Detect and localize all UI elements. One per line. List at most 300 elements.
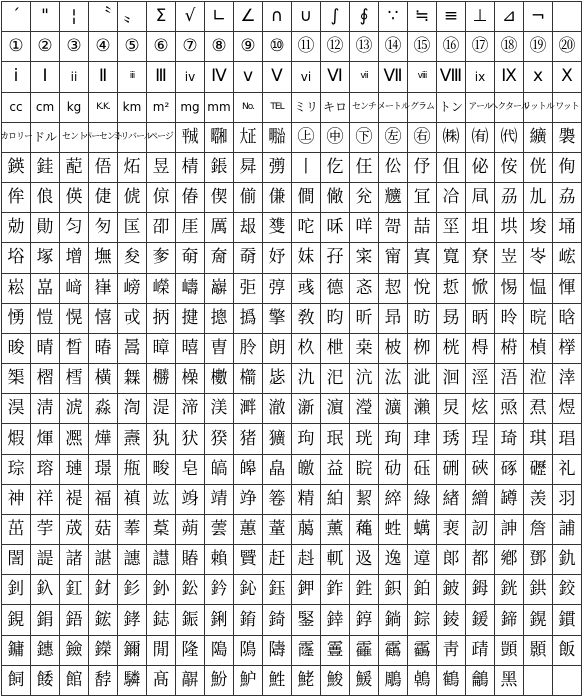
character-cell: 伃 — [408, 153, 437, 183]
character-cell: ix — [466, 62, 495, 92]
character-cell: 涖 — [524, 364, 553, 394]
character-cell: 寬 — [437, 243, 466, 273]
character-cell: iv — [176, 62, 205, 92]
character-cell: 錂 — [437, 605, 466, 635]
character-cell: 黑 — [495, 666, 524, 696]
character-cell: 緖 — [437, 485, 466, 515]
character-cell: kg — [60, 93, 89, 123]
character-cell: vi — [292, 62, 321, 92]
character-cell: ㍼ — [205, 123, 234, 153]
character-cell: Ⅰ — [31, 62, 60, 92]
character-cell: 奝 — [205, 243, 234, 273]
character-cell: セント — [60, 123, 89, 153]
character-cell: 皛 — [263, 455, 292, 485]
character-cell: 嵭 — [118, 274, 147, 304]
character-cell: 劦 — [553, 183, 582, 213]
character-cell: x — [524, 62, 553, 92]
character-cell: 涬 — [553, 364, 582, 394]
character-cell: viii — [408, 62, 437, 92]
character-cell: 昀 — [321, 304, 350, 334]
character-cell: 霳 — [292, 636, 321, 666]
character-cell: 劜 — [524, 183, 553, 213]
character-cell: 匇 — [89, 213, 118, 243]
character-cell: 鏞 — [2, 636, 31, 666]
character-cell: 橫 — [89, 364, 118, 394]
character-cell: 淲 — [60, 394, 89, 424]
character-cell: 繒 — [466, 485, 495, 515]
character-cell: Ⅷ — [437, 62, 466, 92]
character-cell: 鍗 — [495, 605, 524, 635]
character-cell: 鈐 — [205, 575, 234, 605]
character-cell: 琩 — [553, 424, 582, 454]
character-cell: vii — [350, 62, 379, 92]
character-cell: 鈹 — [437, 575, 466, 605]
character-cell: 佖 — [466, 153, 495, 183]
character-cell: 弴 — [263, 274, 292, 304]
character-cell: 橾 — [176, 364, 205, 394]
character-cell: 晳 — [60, 334, 89, 364]
character-cell: 箞 — [263, 485, 292, 515]
character-cell: 濵 — [321, 394, 350, 424]
character-cell: 裵 — [437, 515, 466, 545]
character-cell: 炅 — [437, 394, 466, 424]
character-cell: 硺 — [495, 455, 524, 485]
character-cell: 楨 — [524, 334, 553, 364]
character-cell: 偆 — [176, 183, 205, 213]
character-cell: 鑈 — [118, 636, 147, 666]
character-table — [1, 1, 582, 696]
character-cell: ⑱ — [495, 32, 524, 62]
character-cell: 咜 — [292, 213, 321, 243]
character-cell: ページ — [147, 123, 176, 153]
character-cell: 沆 — [350, 364, 379, 394]
character-cell: 悊 — [437, 274, 466, 304]
character-cell: 鉀 — [292, 575, 321, 605]
character-cell: 忞 — [350, 274, 379, 304]
character-cell: 毖 — [263, 364, 292, 394]
character-cell: 僴 — [292, 183, 321, 213]
character-cell: 鉑 — [408, 575, 437, 605]
character-cell: ㈲ — [466, 123, 495, 153]
character-cell: 諸 — [60, 545, 89, 575]
character-cell: 桒 — [350, 334, 379, 364]
character-cell: 蕓 — [205, 515, 234, 545]
character-cell: 珖 — [350, 424, 379, 454]
character-cell: 荿 — [60, 515, 89, 545]
character-cell: 暿 — [176, 334, 205, 364]
character-cell: 鵰 — [379, 666, 408, 696]
character-cell: 蠇 — [408, 515, 437, 545]
character-cell: 尞 — [466, 243, 495, 273]
character-cell: ㊧ — [379, 123, 408, 153]
character-cell: 瑢 — [31, 455, 60, 485]
character-cell: 靕 — [466, 636, 495, 666]
character-cell: 埇 — [553, 213, 582, 243]
character-cell: 奓 — [147, 243, 176, 273]
character-cell: ∫ — [321, 2, 350, 32]
character-cell: ∠ — [234, 2, 263, 32]
character-cell: 曺 — [205, 334, 234, 364]
character-cell: 錞 — [350, 605, 379, 635]
character-cell: 焏 — [495, 394, 524, 424]
character-cell: Σ — [147, 2, 176, 32]
character-cell: 釗 — [2, 575, 31, 605]
character-cell: 德 — [321, 274, 350, 304]
character-cell: 菇 — [89, 515, 118, 545]
character-cell: 都 — [466, 545, 495, 575]
character-cell: 厓 — [176, 213, 205, 243]
character-cell: 禔 — [60, 485, 89, 515]
character-cell: 諶 — [89, 545, 118, 575]
character-cell: 厲 — [205, 213, 234, 243]
character-cell: 寀 — [350, 243, 379, 273]
character-cell: 榘 — [2, 364, 31, 394]
character-cell: 昮 — [437, 304, 466, 334]
character-cell: 卲 — [147, 213, 176, 243]
character-cell: 纊 — [524, 123, 553, 153]
character-cell: 賰 — [176, 545, 205, 575]
character-cell: 鍰 — [466, 605, 495, 635]
character-cell: 硤 — [466, 455, 495, 485]
character-cell: 琮 — [2, 455, 31, 485]
character-cell: 崧 — [2, 274, 31, 304]
character-cell: ⑨ — [234, 32, 263, 62]
character-cell: 倞 — [147, 183, 176, 213]
character-cell: 蒴 — [176, 515, 205, 545]
character-cell: 諟 — [31, 545, 60, 575]
character-cell: 琦 — [495, 424, 524, 454]
character-cell: iii — [118, 62, 147, 92]
character-cell: 柀 — [379, 334, 408, 364]
character-cell: 祥 — [31, 485, 60, 515]
character-cell: 槢 — [31, 364, 60, 394]
character-cell: 蓜 — [60, 153, 89, 183]
character-cell: 淼 — [89, 394, 118, 424]
character-cell: 鮻 — [321, 666, 350, 696]
character-cell: 坙 — [437, 213, 466, 243]
character-cell: 巐 — [205, 274, 234, 304]
character-cell: 錝 — [408, 605, 437, 635]
character-cell: 咊 — [321, 213, 350, 243]
character-cell: 蕫 — [263, 515, 292, 545]
character-cell: 叝 — [234, 213, 263, 243]
character-cell: 驎 — [118, 666, 147, 696]
character-cell: 鎤 — [524, 605, 553, 635]
character-cell: 顗 — [495, 636, 524, 666]
character-cell: 釚 — [553, 545, 582, 575]
character-cell: 靃 — [350, 636, 379, 666]
character-cell: ③ — [60, 32, 89, 62]
character-cell: 勛 — [31, 213, 60, 243]
character-cell: 鋻 — [292, 605, 321, 635]
character-cell: 哿 — [379, 213, 408, 243]
character-cell: 﨡 — [379, 515, 408, 545]
character-cell: 犱 — [147, 424, 176, 454]
character-cell: ㍾ — [263, 123, 292, 153]
character-cell: 愷 — [31, 304, 60, 334]
character-cell: 橳 — [147, 364, 176, 394]
character-cell: 訒 — [466, 515, 495, 545]
character-cell: " — [31, 2, 60, 32]
character-cell: 隯 — [263, 636, 292, 666]
character-cell: 鋿 — [379, 605, 408, 635]
character-cell: 釥 — [147, 575, 176, 605]
character-cell: 益 — [321, 455, 350, 485]
character-cell: 茁 — [2, 515, 31, 545]
character-cell: ② — [31, 32, 60, 62]
character-cell: 赶 — [263, 545, 292, 575]
character-cell: 珣 — [379, 424, 408, 454]
character-cell: 獷 — [263, 424, 292, 454]
character-cell: ∪ — [292, 2, 321, 32]
character-cell: 妺 — [292, 243, 321, 273]
character-cell: 皞 — [234, 455, 263, 485]
character-cell: 靍 — [379, 636, 408, 666]
character-cell: 魵 — [205, 666, 234, 696]
character-cell: 靑 — [437, 636, 466, 666]
character-cell: 﨩 — [205, 636, 234, 666]
character-cell: 鐱 — [60, 636, 89, 666]
character-cell: 鏆 — [553, 605, 582, 635]
character-cell: 侚 — [553, 153, 582, 183]
character-cell: 渹 — [118, 394, 147, 424]
character-cell: ④ — [89, 32, 118, 62]
character-cell: 氿 — [292, 364, 321, 394]
character-cell: 譓 — [118, 545, 147, 575]
character-cell: 餧 — [31, 666, 60, 696]
character-cell: 弡 — [234, 274, 263, 304]
character-cell: 罇 — [495, 485, 524, 515]
character-cell: 傔 — [263, 183, 292, 213]
character-cell: 增 — [60, 243, 89, 273]
character-cell: 伀 — [379, 153, 408, 183]
character-cell: 鋹 — [205, 153, 234, 183]
character-cell: 絈 — [321, 485, 350, 515]
character-cell: 嵓 — [31, 274, 60, 304]
character-cell: 畯 — [147, 455, 176, 485]
character-cell: ∮ — [350, 2, 379, 32]
character-cell: 刕 — [495, 183, 524, 213]
character-cell: ワット — [553, 93, 582, 123]
character-cell: 瀇 — [379, 394, 408, 424]
character-cell: ⑩ — [263, 32, 292, 62]
character-cell: 晴 — [31, 334, 60, 364]
character-cell: TEL — [263, 93, 292, 123]
character-cell: 炻 — [118, 153, 147, 183]
character-cell: 﨏 — [2, 243, 31, 273]
character-cell: 兊 — [350, 183, 379, 213]
character-cell: 神 — [2, 485, 31, 515]
character-cell: 湜 — [147, 394, 176, 424]
character-cell: 絜 — [350, 485, 379, 515]
character-cell: アール — [466, 93, 495, 123]
character-cell: 鉎 — [350, 575, 379, 605]
character-cell: 﨧 — [118, 605, 147, 635]
character-cell: 玽 — [292, 424, 321, 454]
character-cell: 昉 — [408, 304, 437, 334]
character-cell: 譿 — [147, 545, 176, 575]
character-cell: 汯 — [379, 364, 408, 394]
character-cell: 愰 — [60, 304, 89, 334]
character-cell: 軏 — [321, 545, 350, 575]
character-cell: 鄕 — [495, 545, 524, 575]
character-cell — [524, 666, 553, 696]
character-cell: 﨨 — [321, 605, 350, 635]
character-cell: 溿 — [234, 394, 263, 424]
character-cell: 暙 — [89, 334, 118, 364]
character-cell: 鰀 — [350, 666, 379, 696]
character-cell: 昻 — [379, 304, 408, 334]
character-cell: 岦 — [495, 243, 524, 273]
character-cell: ⑲ — [524, 32, 553, 62]
character-cell: 皜 — [205, 455, 234, 485]
character-cell: 錥 — [234, 605, 263, 635]
character-cell: 彅 — [263, 153, 292, 183]
character-cell: 洄 — [437, 364, 466, 394]
character-cell: 竫 — [234, 485, 263, 515]
character-cell: ミリ — [292, 93, 321, 123]
character-cell: ミリバール — [118, 123, 147, 153]
character-cell: 冝 — [408, 183, 437, 213]
character-cell: 凬 — [466, 183, 495, 213]
character-cell: mg — [176, 93, 205, 123]
character-cell: 鋧 — [2, 605, 31, 635]
character-cell: 喆 — [408, 213, 437, 243]
character-cell: 鉧 — [466, 575, 495, 605]
character-cell: √ — [176, 2, 205, 32]
character-cell: Ⅲ — [147, 62, 176, 92]
character-cell: 竧 — [176, 485, 205, 515]
character-cell: 焄 — [524, 394, 553, 424]
character-cell: 嶸 — [147, 274, 176, 304]
character-cell: 棏 — [466, 334, 495, 364]
character-cell: 蕙 — [234, 515, 263, 545]
character-cell: 遧 — [408, 545, 437, 575]
character-cell: 礰 — [524, 455, 553, 485]
character-cell: 擎 — [263, 304, 292, 334]
character-cell: ⑤ — [118, 32, 147, 62]
character-cell: 杦 — [292, 334, 321, 364]
character-cell — [553, 666, 582, 696]
character-cell: リットル — [524, 93, 553, 123]
character-cell: 橆 — [118, 364, 147, 394]
character-cell: 銈 — [31, 153, 60, 183]
character-cell: 朗 — [263, 334, 292, 364]
character-cell: 兤 — [379, 183, 408, 213]
character-cell: 蘒 — [350, 515, 379, 545]
character-cell: 鋐 — [89, 605, 118, 635]
character-cell: 樰 — [60, 364, 89, 394]
character-cell: 晥 — [524, 304, 553, 334]
character-cell: ㍻ — [176, 123, 205, 153]
character-cell: 皦 — [292, 455, 321, 485]
character-cell: 煇 — [31, 424, 60, 454]
character-cell: 鑅 — [89, 636, 118, 666]
character-cell: 愑 — [2, 304, 31, 334]
character-cell: 勀 — [2, 213, 31, 243]
character-cell: ⊿ — [495, 2, 524, 32]
character-cell: Ⅳ — [205, 62, 234, 92]
character-cell: 睆 — [350, 455, 379, 485]
character-cell: 賴 — [205, 545, 234, 575]
character-cell: 鋗 — [31, 605, 60, 635]
character-cell: ㊤ — [292, 123, 321, 153]
character-cell: 仼 — [350, 153, 379, 183]
character-cell: 偀 — [60, 183, 89, 213]
character-cell: 泚 — [408, 364, 437, 394]
character-cell: mm — [205, 93, 234, 123]
character-cell: 琪 — [524, 424, 553, 454]
character-cell: 郞 — [437, 545, 466, 575]
character-cell: 砡 — [408, 455, 437, 485]
character-cell: 嶹 — [176, 274, 205, 304]
character-cell: 錡 — [263, 605, 292, 635]
character-cell: 朎 — [234, 334, 263, 364]
character-cell: 璟 — [89, 455, 118, 485]
character-cell: 澵 — [292, 394, 321, 424]
character-cell: ⑯ — [437, 32, 466, 62]
character-cell: 福 — [89, 485, 118, 515]
character-cell: ⑧ — [205, 32, 234, 62]
character-cell: 汜 — [321, 364, 350, 394]
character-cell: ii — [60, 62, 89, 92]
character-cell: 曻 — [234, 153, 263, 183]
character-cell: 釮 — [89, 575, 118, 605]
character-cell: 敎 — [292, 304, 321, 334]
character-cell: 甯 — [379, 243, 408, 273]
character-cell: 渼 — [205, 394, 234, 424]
character-cell: 偂 — [234, 183, 263, 213]
character-cell: ∵ — [379, 2, 408, 32]
character-cell: 暠 — [118, 334, 147, 364]
character-cell: 竑 — [147, 485, 176, 515]
character-cell: ¬ — [524, 2, 553, 32]
character-cell: 皂 — [176, 455, 205, 485]
character-cell: ≒ — [408, 2, 437, 32]
character-cell: km — [118, 93, 147, 123]
character-cell: 珉 — [321, 424, 350, 454]
character-cell: ⑮ — [408, 32, 437, 62]
character-cell: 鏸 — [31, 636, 60, 666]
character-cell: ∩ — [263, 2, 292, 32]
character-cell: ① — [2, 32, 31, 62]
character-cell — [553, 2, 582, 32]
character-cell: 閒 — [147, 636, 176, 666]
character-cell: 桄 — [437, 334, 466, 364]
character-cell: ⑭ — [379, 32, 408, 62]
character-cell: 鈊 — [234, 575, 263, 605]
character-cell: 摠 — [205, 304, 234, 334]
character-cell: 﨣 — [292, 545, 321, 575]
character-cell: 薰 — [321, 515, 350, 545]
character-cell: 﨟 — [292, 515, 321, 545]
character-cell: 飯 — [553, 636, 582, 666]
character-cell: Ⅸ — [495, 62, 524, 92]
character-cell: 惕 — [495, 274, 524, 304]
character-cell: Ⅱ — [89, 62, 118, 92]
character-cell: m² — [147, 93, 176, 123]
character-cell: Ⅴ — [263, 62, 292, 92]
character-cell: 惲 — [553, 274, 582, 304]
character-cell: 靏 — [408, 636, 437, 666]
character-cell: 顥 — [524, 636, 553, 666]
character-cell: 晗 — [553, 304, 582, 334]
character-cell: 褜 — [553, 123, 582, 153]
character-cell: 戓 — [118, 304, 147, 334]
character-cell: 鉷 — [524, 575, 553, 605]
character-cell: 悅 — [408, 274, 437, 304]
character-cell: 揵 — [176, 304, 205, 334]
